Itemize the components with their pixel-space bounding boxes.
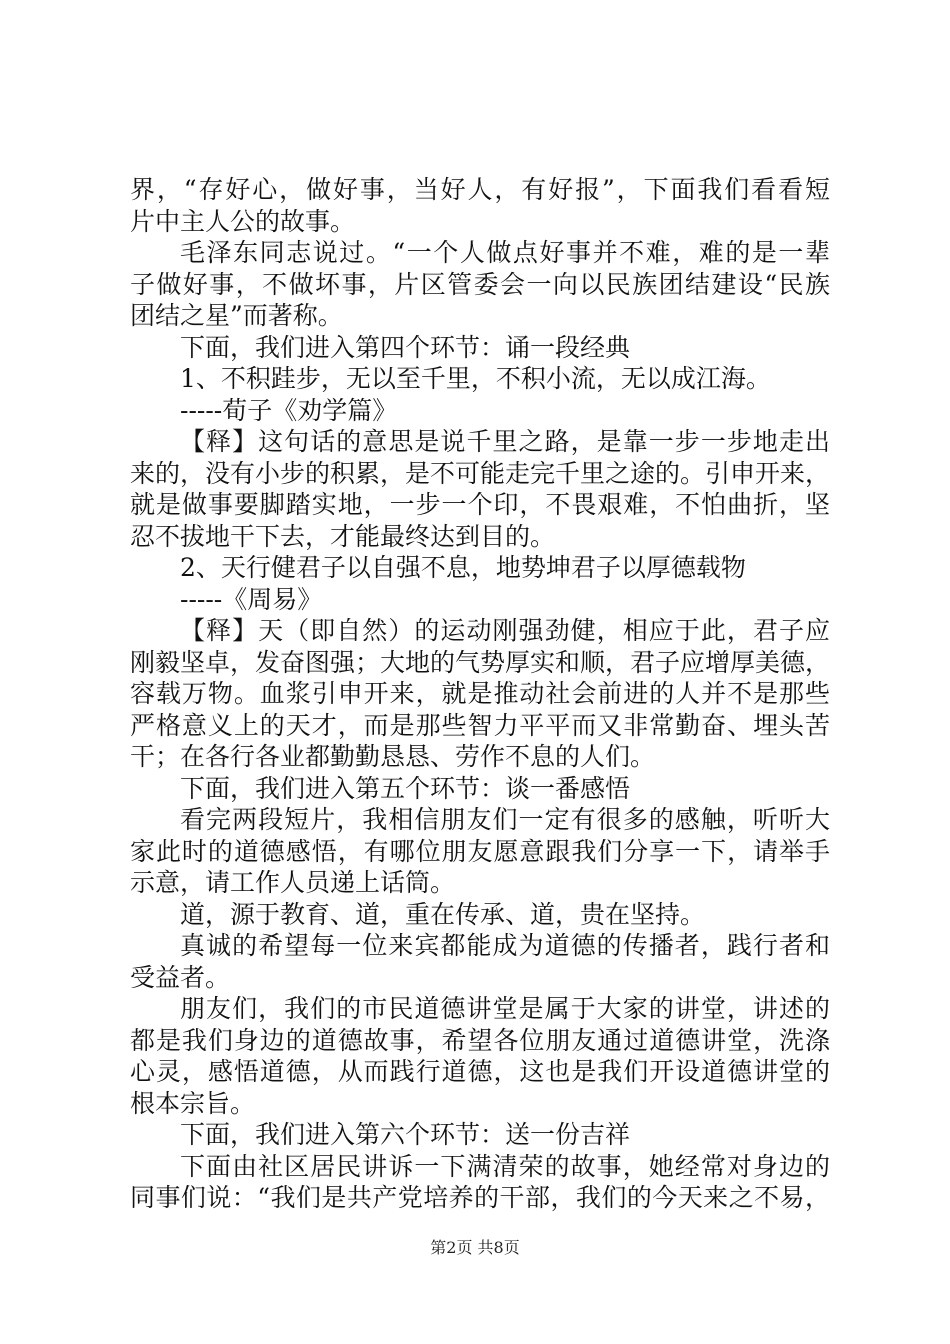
text-line: 【释】天（即自然）的运动刚强劲健，相应于此，君子应	[180, 616, 830, 645]
text-line: 真诚的希望每一位来宾都能成为道德的传播者，践行者和	[180, 931, 830, 960]
text-line: -----荀子《劝学篇》	[180, 395, 398, 425]
text-line: 就是做事要脚踏实地，一步一个印，不畏艰难，不怕曲折，坚	[130, 490, 830, 519]
text-line: 团结之星”而著称。	[130, 301, 343, 330]
text-line: 根本宗旨。	[130, 1088, 256, 1118]
text-line: 来的，没有小步的积累，是不可能走完千里之途的。引申开来，	[130, 458, 830, 488]
text-line: 毛泽东同志说过。“一个人做点好事并不难，难的是一辈	[180, 238, 830, 267]
text-line: 【释】这句话的意思是说千里之路，是靠一步一步地走出	[180, 427, 830, 456]
text-line: 受益者。	[130, 962, 231, 992]
text-line: 2、天行健君子以自强不息，地势坤君子以厚德载物	[180, 553, 746, 582]
text-line: 道，源于教育、道，重在传承、道，贵在坚持。	[180, 899, 706, 929]
document-body	[130, 174, 830, 1214]
text-line: 同事们说：“我们是共产党培养的干部，我们的今天来之不易，	[130, 1183, 830, 1212]
text-line: 看完两段短片，我相信朋友们一定有很多的感触，听听大	[180, 805, 830, 834]
text-line: 严格意义上的天才，而是那些智力平平而又非常勤奋、埋头苦	[130, 710, 830, 740]
text-line: 下面，我们进入第四个环节：诵一段经典	[180, 332, 631, 362]
text-line: 干；在各行各业都勤勤恳恳、劳作不息的人们。	[130, 742, 656, 771]
text-line: 下面由社区居民讲诉一下满清荣的故事，她经常对身边的	[180, 1151, 830, 1181]
text-line: 忍不拔地干下去，才能最终达到目的。	[130, 521, 556, 551]
text-line: 1、不积跬步，无以至千里，不积小流，无以成江海。	[180, 364, 771, 393]
text-line: 家此时的道德感悟，有哪位朋友愿意跟我们分享一下，请举手	[130, 836, 830, 866]
text-line: 示意，请工作人员递上话筒。	[130, 868, 456, 897]
text-line: 刚毅坚卓，发奋图强；大地的气势厚实和顺，君子应增厚美德，	[130, 647, 830, 677]
text-line: 下面，我们进入第六个环节：送一份吉祥	[180, 1120, 631, 1149]
text-line: 下面，我们进入第五个环节：谈一番感悟	[180, 773, 631, 803]
text-line: -----《周易》	[180, 584, 323, 614]
text-line: 朋友们，我们的市民道德讲堂是属于大家的讲堂，讲述的	[180, 994, 830, 1023]
text-line: 都是我们身边的道德故事，希望各位朋友通过道德讲堂，洗涤	[130, 1025, 830, 1055]
text-line: 片中主人公的故事。	[130, 206, 356, 236]
page-number-footer: 第2页 共8页	[430, 1238, 520, 1257]
text-line: 心灵，感悟道德，从而践行道德，这也是我们开设道德讲堂的	[130, 1057, 830, 1086]
text-line: 子做好事，不做坏事，片区管委会一向以民族团结建设“民族	[130, 269, 830, 299]
text-line: 容载万物。血浆引申开来，就是推动社会前进的人并不是那些	[130, 679, 830, 708]
text-line: 界，“存好心，做好事，当好人，有好报”，下面我们看看短	[130, 175, 830, 204]
